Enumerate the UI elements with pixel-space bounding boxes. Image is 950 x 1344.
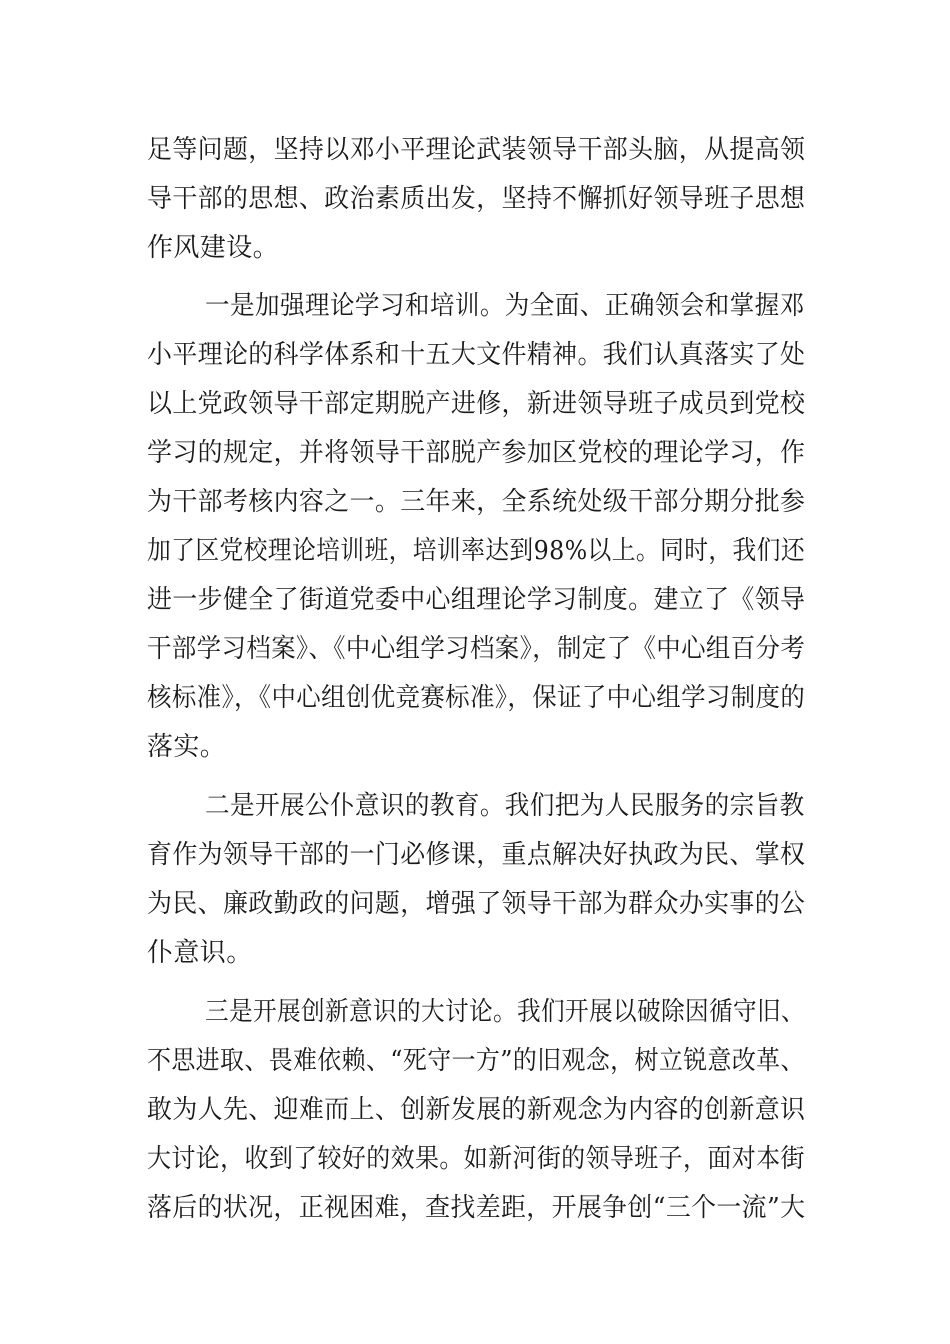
text-line: 进一步健全了街道党委中心组理论学习制度。建立了《领导 <box>147 585 806 615</box>
text-line: 仆意识。 <box>147 938 253 968</box>
text-line: 为民、廉政勤政的问题，增强了领导干部为群众办实事的公 <box>147 889 806 919</box>
text-line: 不思进取、畏难依赖、“死守一方”的旧观念，树立锐意改革、 <box>147 1046 805 1076</box>
text-line: 落后的状况，正视困难，查找差距，开展争创“三个一流”大 <box>147 1193 806 1223</box>
text-line: 导干部的思想、政治素质出发，坚持不懈抓好领导班子思想 <box>147 184 806 214</box>
text-line: 落实。 <box>147 732 227 762</box>
text-line: 学习的规定，并将领导干部脱产参加区党校的理论学习，作 <box>147 438 806 468</box>
text-line: 大讨论，收到了较好的效果。如新河街的领导班子，面对本街 <box>147 1144 805 1174</box>
text-line: 育作为领导干部的一门必修课，重点解决好执政为民、掌权 <box>147 840 806 870</box>
text-line: 干部学习档案》、《中心组学习档案》，制定了《中心组百分考 <box>147 634 806 664</box>
text-line: 一是加强理论学习和培训。为全面、正确领会和掌握邓 <box>205 291 805 321</box>
text-line: 足等问题，坚持以邓小平理论武装领导干部头脑，从提高领 <box>147 135 806 165</box>
text-line: 加了区党校理论培训班，培训率达到98%以上。同时，我们还 <box>147 536 805 566</box>
text-line: 为干部考核内容之一。三年来，全系统处级干部分期分批参 <box>147 487 806 517</box>
text-line: 以上党政领导干部定期脱产进修，新进领导班子成员到党校 <box>147 389 806 419</box>
text-line: 敢为人先、迎难而上、创新发展的新观念为内容的创新意识 <box>147 1095 806 1125</box>
text-line: 三是开展创新意识的大讨论。我们开展以破除因循守旧、 <box>205 997 806 1027</box>
text-line: 核标准》，《中心组创优竞赛标准》，保证了中心组学习制度的 <box>147 683 806 713</box>
text-line: 小平理论的科学体系和十五大文件精神。我们认真落实了处 <box>147 340 806 370</box>
text-line: 二是开展公仆意识的教育。我们把为人民服务的宗旨教 <box>205 791 805 821</box>
text-line: 作风建设。 <box>147 233 280 263</box>
